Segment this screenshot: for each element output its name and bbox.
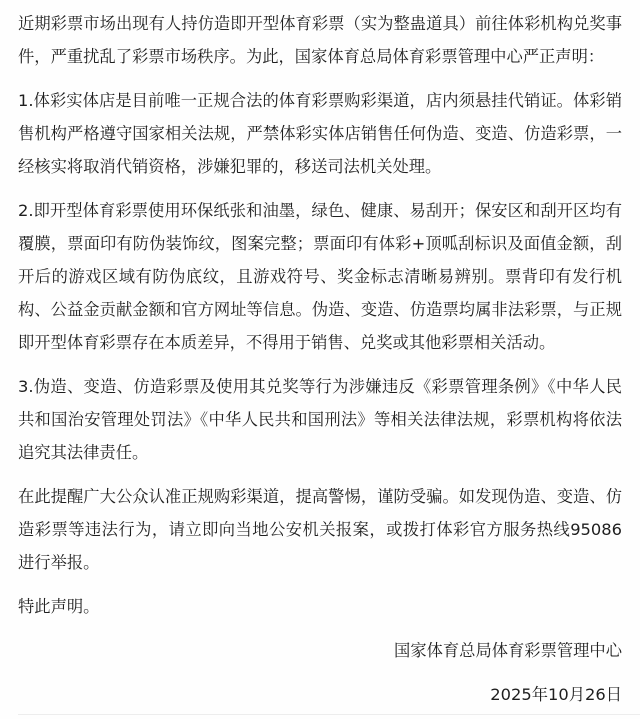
statement-closing: 特此声明。 (18, 597, 100, 616)
signature-date: 2025年10月26日 (490, 685, 622, 704)
statement-reminder: 在此提醒广大公众认准正规购彩渠道，提高警惕，谨防受骗。如发现伪造、变造、仿造彩票等违法行为，请立即向当地公安机关报案，或拨打体彩官方服务热线95086进行举报。 (18, 487, 622, 572)
statement-intro: 近期彩票市场出现有人持仿造即开型体育彩票（实为整蛊道具）前往体彩机构兑奖事件，严重扰乱了彩票市场秩序。为此，国家体育总局体育彩票管理中心严正声明： (18, 14, 622, 66)
signature-block (18, 634, 622, 711)
statement-point-3: 3.伪造、变造、仿造彩票及使用其兑奖等行为涉嫌违反《彩票管理条例》《中华人民共和国治安管理处罚法》《中华人民共和国刑法》等相关法律法规，彩票机构将依法追究其法律责任。 (18, 377, 622, 462)
bottom-divider (18, 714, 640, 715)
statement-point-2: 2.即开型体育彩票使用环保纸张和油墨，绿色、健康、易刮开；保安区和刮开区均有覆膜，票面印有防伪装饰纹，图案完整；票面印有体彩+顶呱刮标识及面值金额，刮开后的游戏区域有防伪底纹，且游戏符号、奖金标志清晰易辨别。票背印有发行机构、公益金贡献金额和官方网址等信息。伪造、变造、仿造票均属非法彩票，与正规即开型体育彩票存在本质差异，不得用于销售、兑奖或其他彩票相关活动。 (18, 201, 622, 352)
statement-point-1: 1.体彩实体店是目前唯一正规合法的体育彩票购彩渠道，店内须悬挂代销证。体彩销售机构严格遵守国家相关法规，严禁体彩实体店销售任何伪造、变造、仿造彩票，一经核实将取消代销资格，涉嫌犯罪的，移送司法机关处理。 (18, 91, 622, 176)
signature-organization: 国家体育总局体育彩票管理中心 (394, 641, 622, 660)
